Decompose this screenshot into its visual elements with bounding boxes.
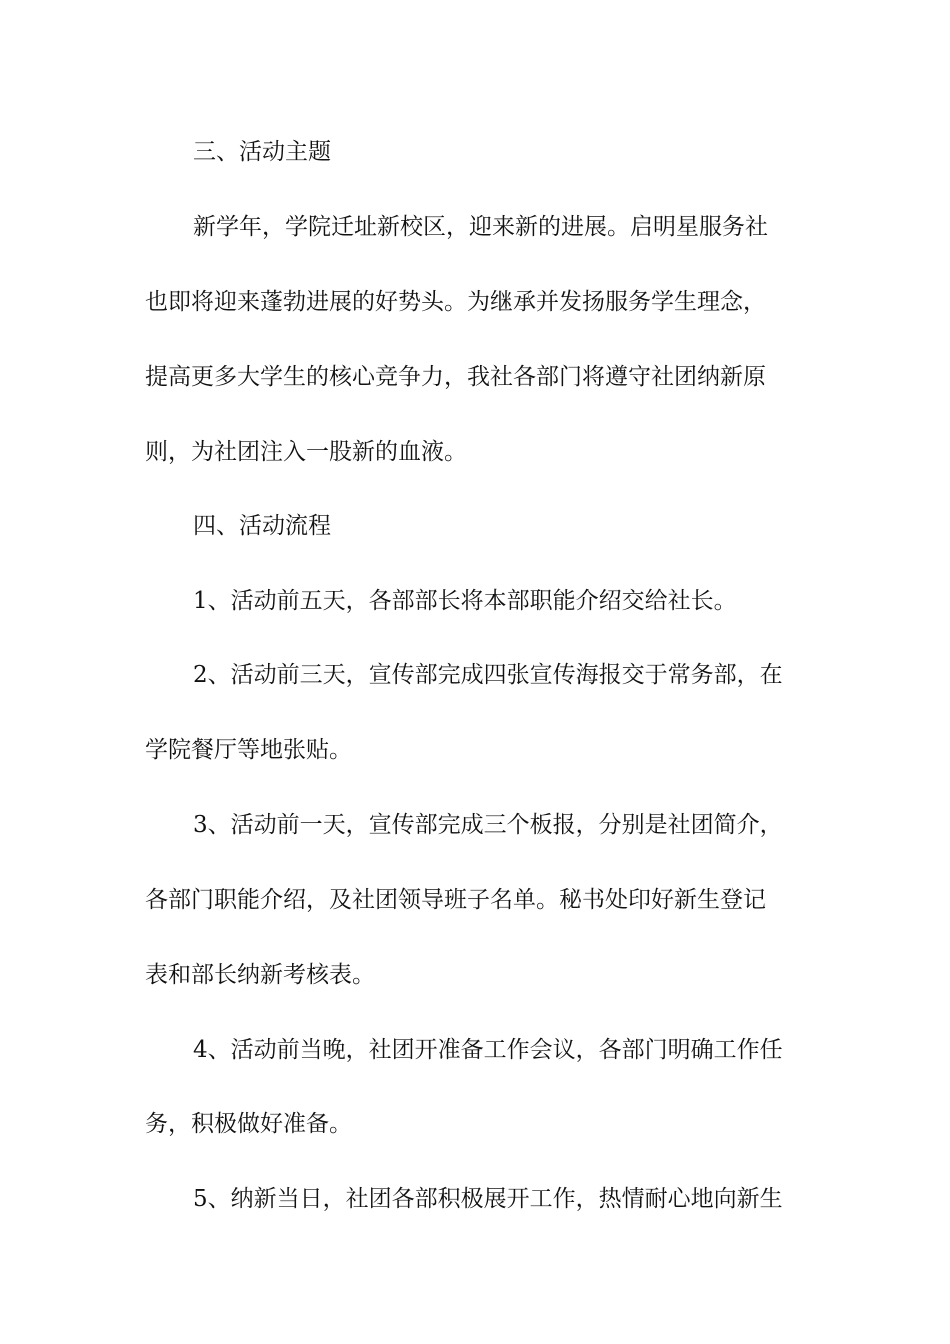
list-item-2: 2、活动前三天，宣传部完成四张宣传海报交于常务部，在 [193,662,783,688]
section-heading-activity-theme: 三、活动主题 [193,139,331,165]
paragraph-line: 也即将迎来蓬勃进展的好势头。为继承并发扬服务学生理念， [145,289,766,315]
list-item-3: 3、活动前一天，宣传部完成三个板报，分别是社团简介， [193,812,783,838]
list-item-4-continued: 务，积极做好准备。 [145,1111,352,1137]
list-item-3-continued: 各部门职能介绍，及社团领导班子名单。秘书处印好新生登记 [145,887,766,913]
list-item-5: 5、纳新当日，社团各部积极展开工作，热情耐心地向新生 [193,1186,783,1212]
paragraph-line: 则，为社团注入一股新的血液。 [145,439,467,465]
section-heading-activity-process: 四、活动流程 [193,513,331,539]
paragraph-line: 提高更多大学生的核心竞争力，我社各部门将遵守社团纳新原 [145,364,766,390]
list-item-4: 4、活动前当晚，社团开准备工作会议，各部门明确工作任 [193,1037,783,1063]
list-item-3-continued: 表和部长纳新考核表。 [145,962,375,988]
list-item-2-continued: 学院餐厅等地张贴。 [145,737,352,763]
list-item-1: 1、活动前五天，各部部长将本部职能介绍交给社长。 [193,588,737,614]
paragraph-line: 新学年，学院迁址新校区，迎来新的进展。启明星服务社 [193,214,768,240]
